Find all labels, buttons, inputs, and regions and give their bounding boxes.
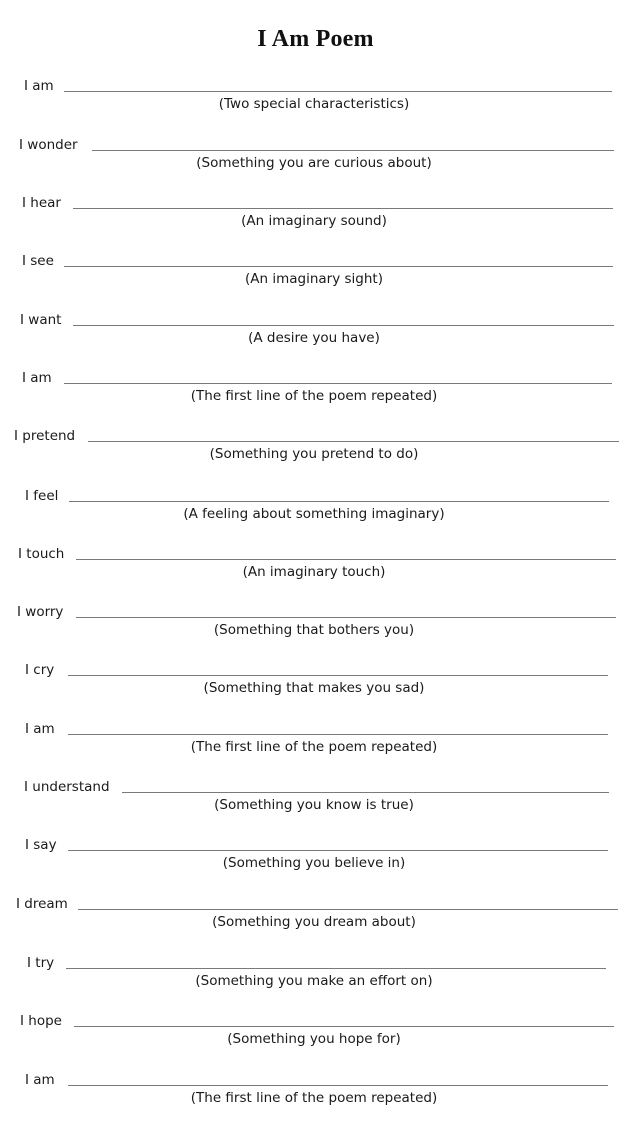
page-title: I Am Poem	[257, 26, 374, 52]
line-label: I pretend	[14, 428, 76, 444]
poem-line	[0, 253, 631, 311]
line-hint: (Something you know is true)	[214, 797, 414, 813]
line-label: I see	[22, 253, 54, 269]
poem-line	[0, 896, 631, 954]
line-label: I want	[20, 312, 62, 328]
poem-line	[0, 312, 631, 370]
line-hint: (A feeling about something imaginary)	[183, 506, 445, 522]
answer-blank-line[interactable]	[74, 1026, 614, 1027]
line-label: I understand	[24, 779, 110, 795]
answer-blank-line[interactable]	[76, 617, 616, 618]
answer-blank-line[interactable]	[64, 383, 612, 384]
answer-blank-line[interactable]	[68, 850, 608, 851]
answer-blank-line[interactable]	[88, 441, 619, 442]
line-hint: (Something you are curious about)	[196, 155, 432, 171]
line-hint: (An imaginary touch)	[242, 564, 386, 580]
line-hint: (An imaginary sight)	[245, 271, 383, 287]
answer-blank-line[interactable]	[68, 1085, 608, 1086]
line-label: I hear	[22, 195, 61, 211]
poem-line	[0, 428, 631, 486]
line-hint: (An imaginary sound)	[241, 213, 387, 229]
line-label: I feel	[25, 488, 59, 504]
answer-blank-line[interactable]	[64, 266, 613, 267]
line-hint: (Something you hope for)	[227, 1031, 401, 1047]
line-label: I worry	[17, 604, 64, 620]
line-hint: (Something you dream about)	[212, 914, 416, 930]
line-hint: (The first line of the poem repeated)	[190, 1090, 438, 1106]
answer-blank-line[interactable]	[92, 150, 614, 151]
poem-line	[0, 837, 631, 895]
line-label: I am	[22, 370, 52, 386]
line-label: I am	[25, 721, 55, 737]
line-label: I cry	[25, 662, 55, 678]
line-hint: (Something you pretend to do)	[209, 446, 419, 462]
poem-line	[0, 1072, 631, 1130]
poem-line	[0, 955, 631, 1013]
poem-line	[0, 78, 631, 136]
line-label: I say	[25, 837, 57, 853]
line-hint: (Something that bothers you)	[213, 622, 415, 638]
line-hint: (A desire you have)	[248, 330, 380, 346]
line-hint: (Something you make an effort on)	[195, 973, 433, 989]
poem-line	[0, 370, 631, 428]
poem-line	[0, 1013, 631, 1071]
answer-blank-line[interactable]	[68, 734, 608, 735]
line-label: I try	[27, 955, 55, 971]
answer-blank-line[interactable]	[64, 91, 612, 92]
answer-blank-line[interactable]	[78, 909, 618, 910]
answer-blank-line[interactable]	[69, 501, 609, 502]
line-hint: (The first line of the poem repeated)	[190, 739, 438, 755]
poem-line	[0, 137, 631, 195]
line-hint: (The first line of the poem repeated)	[190, 388, 438, 404]
answer-blank-line[interactable]	[73, 208, 613, 209]
line-hint: (Something that makes you sad)	[203, 680, 425, 696]
line-label: I dream	[16, 896, 68, 912]
poem-line	[0, 662, 631, 720]
line-label: I wonder	[19, 137, 78, 153]
answer-blank-line[interactable]	[76, 559, 616, 560]
line-label: I hope	[20, 1013, 62, 1029]
poem-line	[0, 546, 631, 604]
answer-blank-line[interactable]	[73, 325, 614, 326]
line-hint: (Two special characteristics)	[218, 96, 410, 112]
answer-blank-line[interactable]	[66, 968, 606, 969]
poem-line	[0, 604, 631, 662]
answer-blank-line[interactable]	[68, 675, 608, 676]
line-label: I touch	[18, 546, 65, 562]
poem-line	[0, 779, 631, 837]
poem-line	[0, 488, 631, 546]
line-label: I am	[24, 78, 54, 94]
poem-line	[0, 721, 631, 779]
line-label: I am	[25, 1072, 55, 1088]
poem-line	[0, 195, 631, 253]
line-hint: (Something you believe in)	[222, 855, 406, 871]
answer-blank-line[interactable]	[122, 792, 609, 793]
